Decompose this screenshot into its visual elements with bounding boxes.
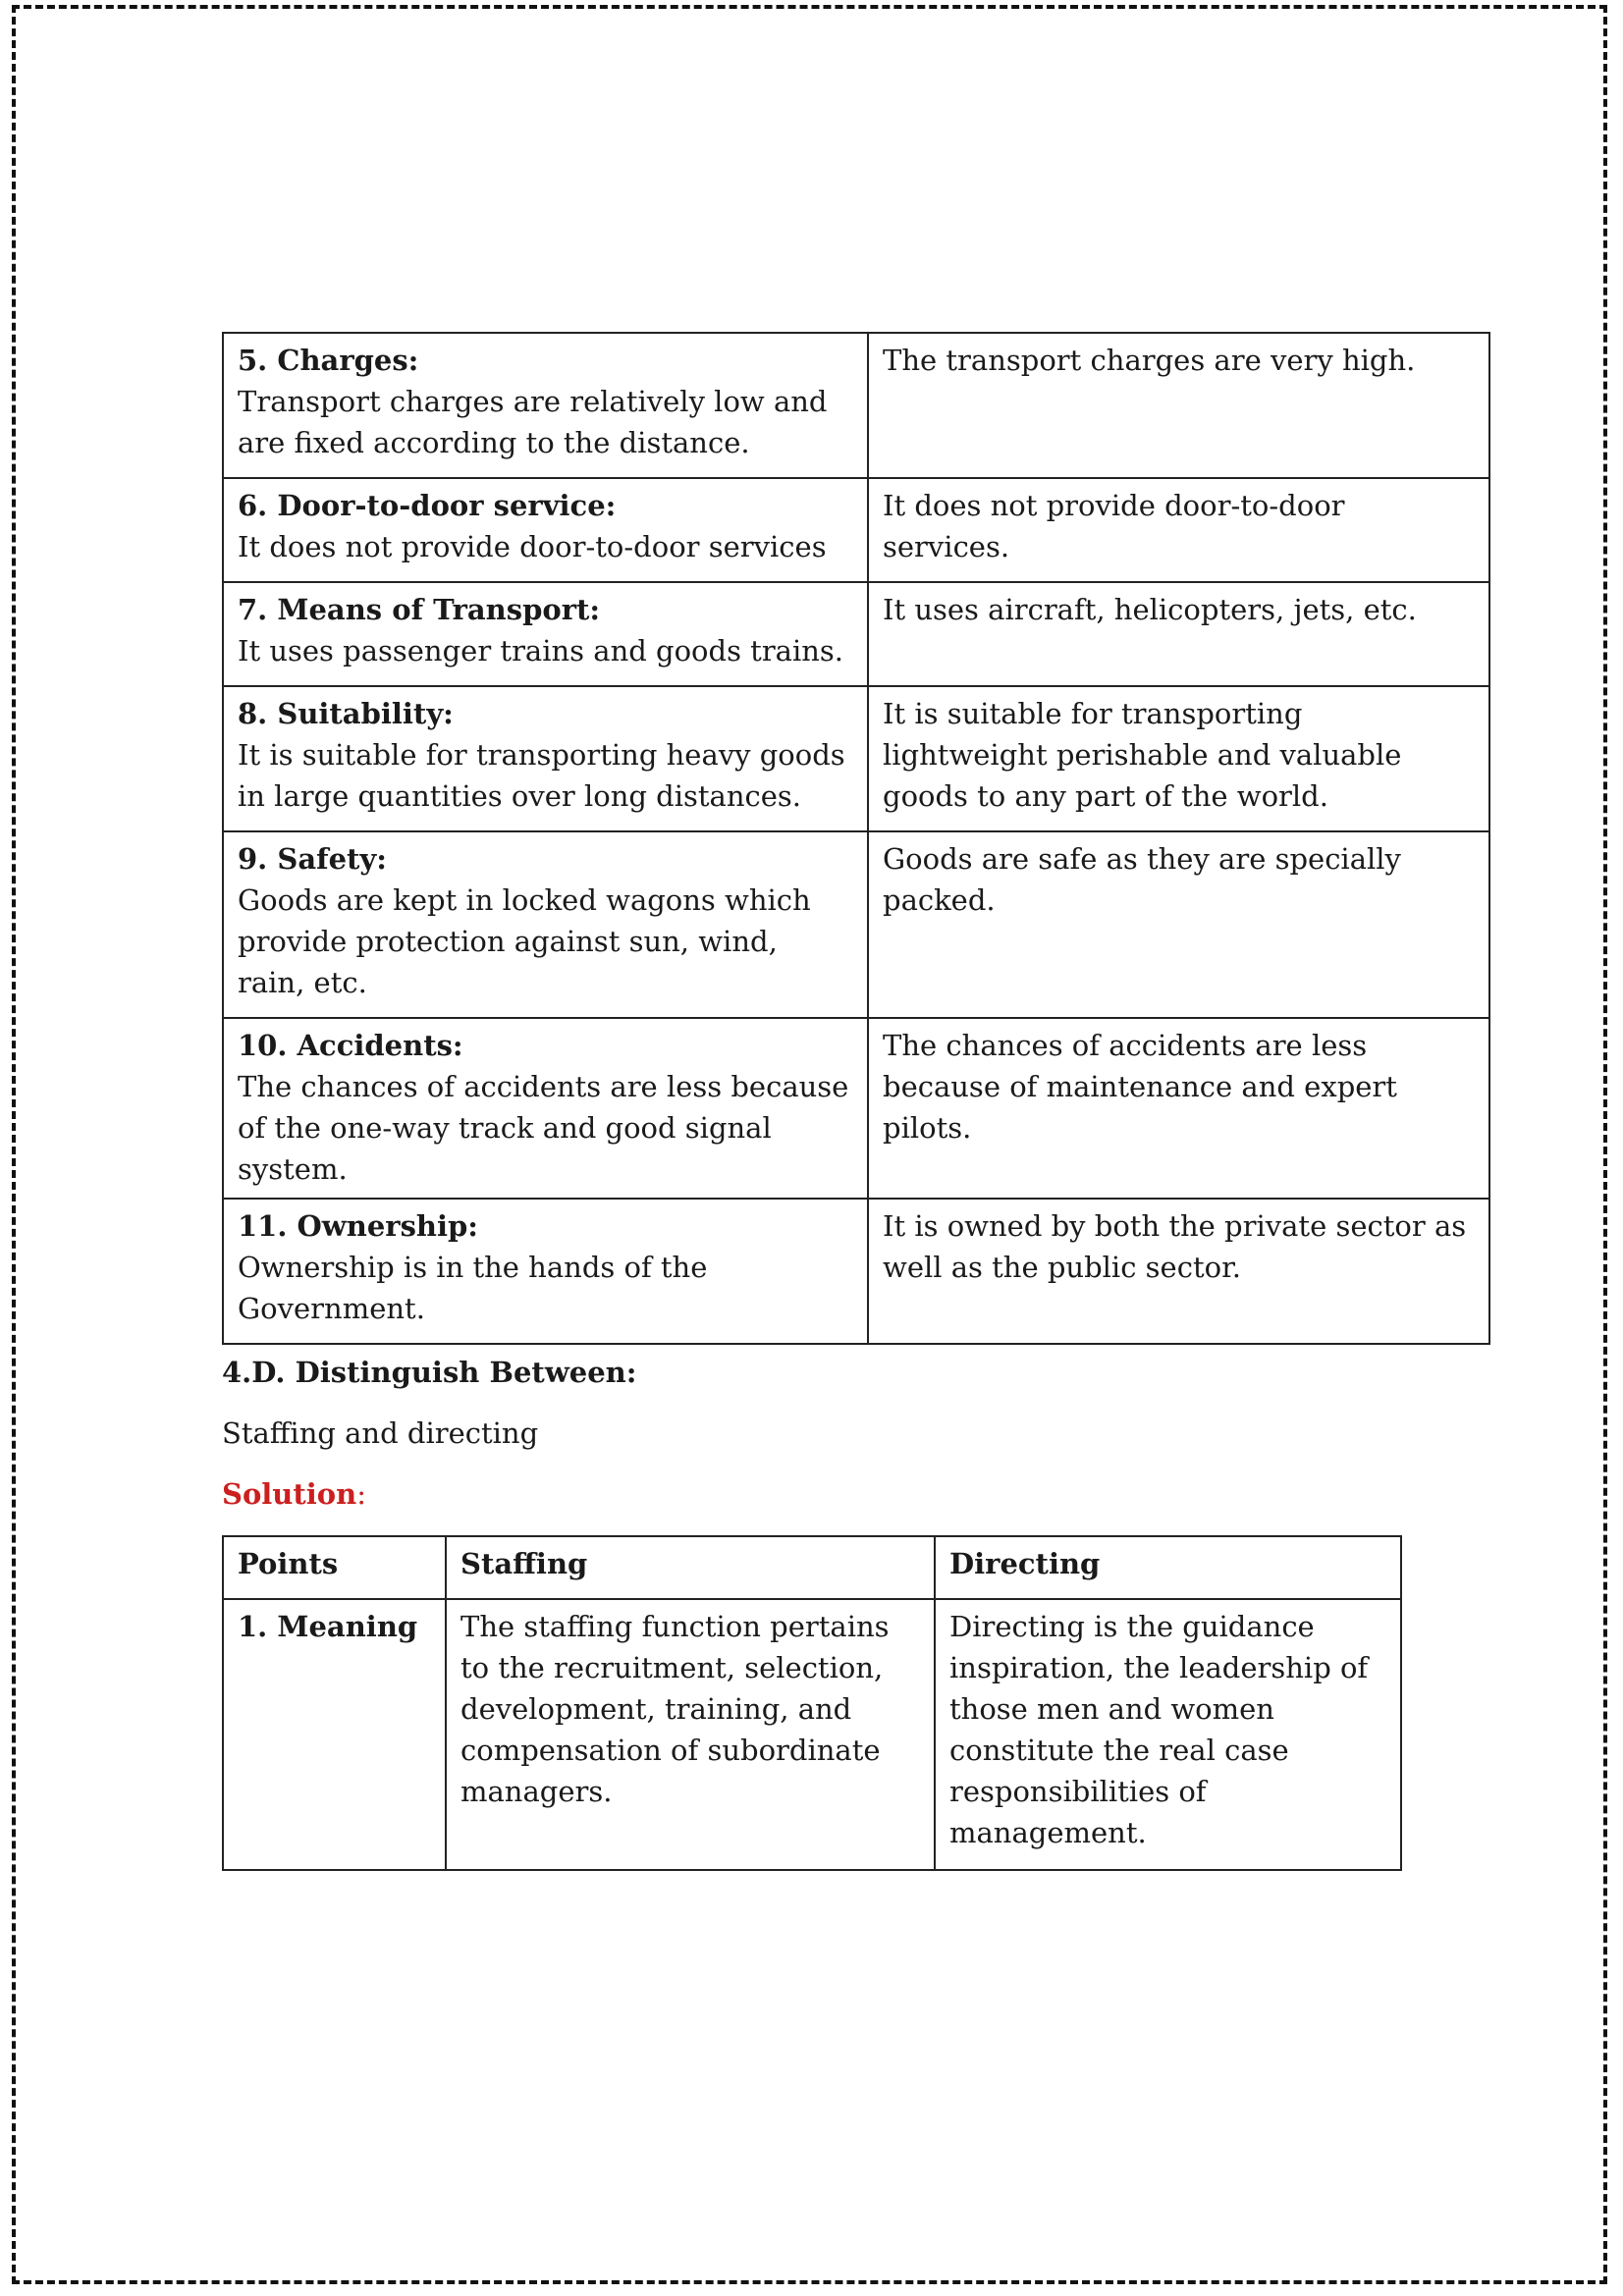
table-cell [223, 582, 868, 686]
row-right-text: It is owned by both the private sector as well as the public sector. [883, 1209, 1467, 1284]
table-cell [223, 686, 868, 831]
row-left-text: Ownership is in the hands of the Government. [238, 1251, 708, 1325]
row-left-text: The chances of accidents are less because of the one-way track and good signal system. [238, 1070, 849, 1186]
row-title: 10. Accidents: [238, 1029, 463, 1062]
table-cell [868, 1018, 1489, 1199]
question-text: Staffing and directing [222, 1416, 539, 1450]
column-header [935, 1536, 1401, 1599]
column-header-staffing: Staffing [460, 1547, 588, 1580]
table-row [223, 582, 1489, 686]
row-title: 5. Charges: [238, 344, 419, 377]
table-row [223, 333, 1489, 478]
row-title: 11. Ownership: [238, 1209, 478, 1243]
column-header [446, 1536, 935, 1599]
table-header-row [223, 1536, 1401, 1599]
distinguish-table [222, 1535, 1402, 1871]
table-cell [935, 1599, 1401, 1870]
row-right-text: It uses aircraft, helicopters, jets, etc. [883, 593, 1417, 626]
row-right-text: The chances of accidents are less because of maintenance and expert pilots. [883, 1029, 1397, 1145]
row-left-text: It does not provide door-to-door services [238, 530, 827, 563]
table-row [223, 478, 1489, 582]
table-cell [868, 582, 1489, 686]
table-row [223, 1199, 1489, 1344]
table-cell [868, 1199, 1489, 1344]
row-title: 8. Suitability: [238, 697, 454, 730]
table-cell [223, 333, 868, 478]
point-label: 1. Meaning [238, 1610, 418, 1643]
row-right-text: The transport charges are very high. [883, 344, 1416, 377]
table-cell [868, 686, 1489, 831]
row-left-text: Goods are kept in locked wagons which provide protection against sun, wind, rain, etc. [238, 883, 811, 999]
table-row [223, 686, 1489, 831]
table-row [223, 831, 1489, 1018]
row-left-text: It is suitable for transporting heavy goods in large quantities over long distances. [238, 738, 845, 813]
section-heading: 4.D. Distinguish Between: [222, 1356, 637, 1389]
table-row [223, 1018, 1489, 1199]
table-cell [868, 333, 1489, 478]
column-header [223, 1536, 446, 1599]
table-cell [223, 478, 868, 582]
directing-text: Directing is the guidance inspiration, the leadership of those men and women constitute the real case responsibilities of management. [949, 1610, 1369, 1849]
row-title: 7. Means of Transport: [238, 593, 601, 626]
solution-label-text: Solution [222, 1477, 357, 1511]
comparison-table [222, 332, 1490, 1345]
row-left-text: It uses passenger trains and goods trains. [238, 634, 844, 667]
table-cell [223, 1199, 868, 1344]
table-cell [223, 1599, 446, 1870]
table-cell [446, 1599, 935, 1870]
table-cell [868, 831, 1489, 1018]
solution-label [222, 1474, 366, 1514]
staffing-text: The staffing function pertains to the recruitment, selection, development, training, and compensation of subordinate managers. [460, 1610, 890, 1808]
table-cell [868, 478, 1489, 582]
row-right-text: Goods are safe as they are specially packed. [883, 842, 1401, 917]
row-right-text: It does not provide door-to-door services. [883, 489, 1345, 563]
row-title: 6. Door-to-door service: [238, 489, 617, 522]
row-left-text: Transport charges are relatively low and are fixed according to the distance. [238, 385, 828, 459]
column-header-directing: Directing [949, 1547, 1101, 1580]
table-cell [223, 1018, 868, 1199]
table-row [223, 1599, 1401, 1870]
table-cell [223, 831, 868, 1018]
row-title: 9. Safety: [238, 842, 387, 876]
column-header-points: Points [238, 1547, 339, 1580]
row-right-text: It is suitable for transporting lightweight perishable and valuable goods to any part of the world. [883, 697, 1402, 813]
solution-colon: : [356, 1477, 367, 1511]
